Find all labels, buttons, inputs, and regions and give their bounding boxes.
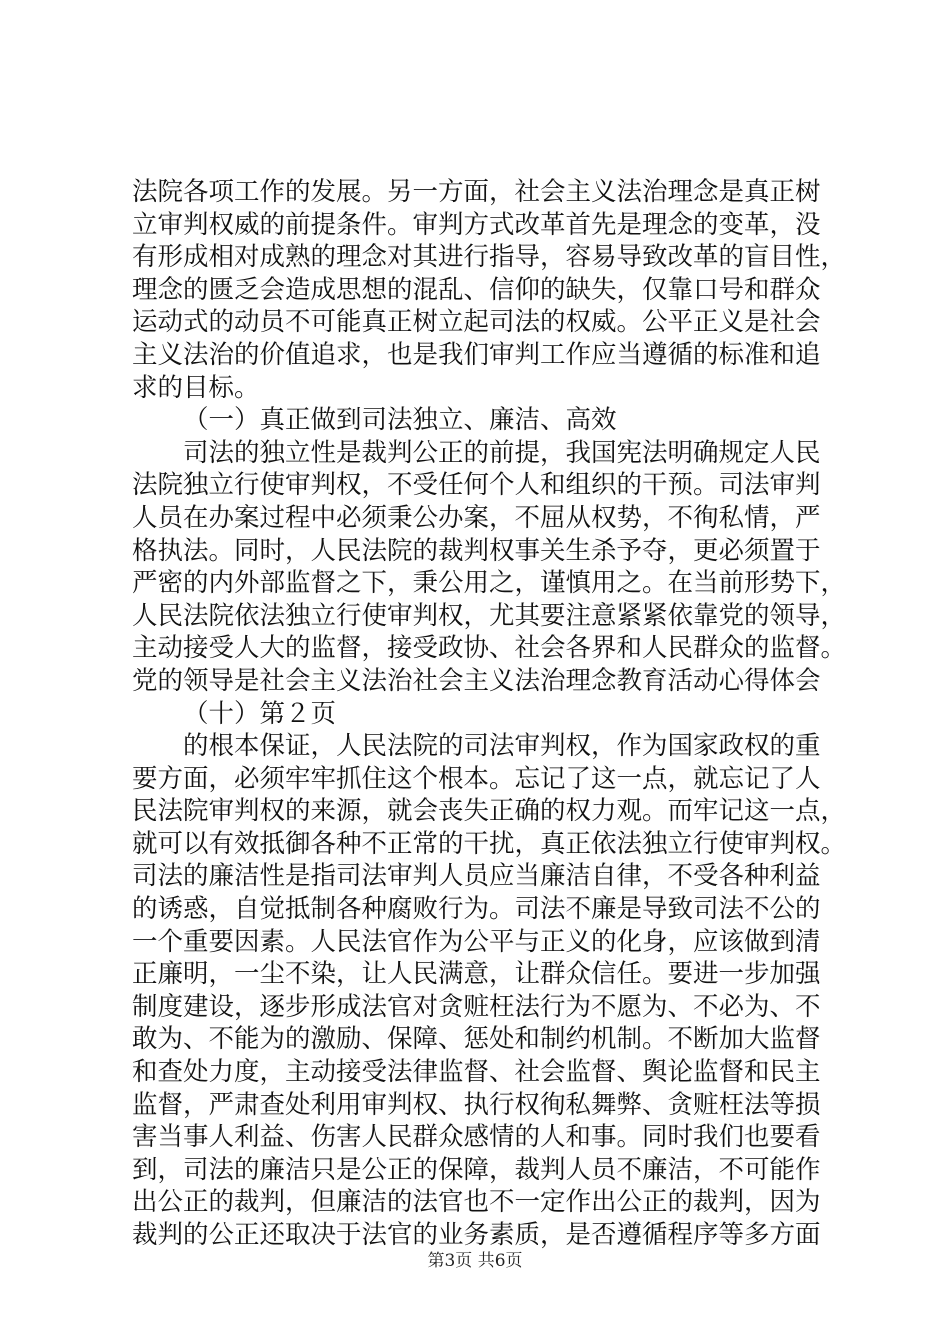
page-number-label: 第3页 共6页 [427,1251,523,1271]
section-heading: （一）真正做到司法独立、廉洁、高效 [183,405,617,436]
text-line: 立审判权威的前提条件。审判方式改革首先是理念的变革，没 [132,209,821,240]
text-line: 理念的匮乏会造成思想的混乱、信仰的缺失，仅靠口号和群众 [132,274,821,305]
text-line: 正廉明，一尘不染，让人民满意，让群众信任。要进一步加强 [132,959,821,990]
text-line: 有形成相对成熟的理念对其进行指导，容易导致改革的盲目性， [132,242,847,273]
text-line: 敢为、不能为的激励、保障、惩处和制约机制。不断加大监督 [132,1024,821,1055]
inline-page-marker: （十）第２页 [183,698,337,729]
text-line: 主动接受人大的监督，接受政协、社会各界和人民群众的监督。 [132,633,847,664]
text-line: 司法的独立性是裁判公正的前提，我国宪法明确规定人民 [183,437,821,468]
text-line: 司法的廉洁性是指司法审判人员应当廉洁自律，不受各种利益 [132,861,821,892]
text-line: 和查处力度，主动接受法律监督、社会监督、舆论监督和民主 [132,1057,821,1088]
text-line: 出公正的裁判，但廉洁的法官也不一定作出公正的裁判，因为 [132,1187,821,1218]
text-line: 人员在办案过程中必须秉公办案，不屈从权势，不徇私情，严 [132,502,821,533]
text-line: 到，司法的廉洁只是公正的保障，裁判人员不廉洁，不可能作 [132,1154,821,1185]
text-line: 求的目标。 [132,372,260,403]
text-line: 的诱惑，自觉抵制各种腐败行为。司法不廉是导致司法不公的 [132,894,821,925]
text-line: 制度建设，逐步形成法官对贪赃枉法行为不愿为、不必为、不 [132,991,821,1022]
text-line: 一个重要因素。人民法官作为公平与正义的化身，应该做到清 [132,926,821,957]
text-line: 要方面，必须牢牢抓住这个根本。忘记了这一点，就忘记了人 [132,763,821,794]
text-line: 格执法。同时，人民法院的裁判权事关生杀予夺，更必须置于 [132,535,821,566]
text-line: 法院独立行使审判权，不受任何个人和组织的干预。司法审判 [132,470,821,501]
text-line: 党的领导是社会主义法治社会主义法治理念教育活动心得体会 [132,665,821,696]
page-footer [0,1246,950,1271]
text-line: 主义法治的价值追求，也是我们审判工作应当遵循的标准和追 [132,339,821,370]
text-line: 就可以有效抵御各种不正常的干扰，真正依法独立行使审判权。 [132,828,847,859]
document-body [132,176,847,1252]
text-line: 法院各项工作的发展。另一方面，社会主义法治理念是真正树 [132,177,821,207]
text-line: 监督，严肃查处利用审判权、执行权徇私舞弊、贪赃枉法等损 [132,1089,821,1120]
text-line: 的根本保证，人民法院的司法审判权，作为国家政权的重 [183,731,821,762]
text-line: 运动式的动员不可能真正树立起司法的权威。公平正义是社会 [132,307,821,338]
text-line: 害当事人利益、伤害人民群众感情的人和事。同时我们也要看 [132,1122,821,1153]
text-line: 人民法院依法独立行使审判权，尤其要注意紧紧依靠党的领导， [132,600,847,631]
text-line: 严密的内外部监督之下，秉公用之，谨慎用之。在当前形势下， [132,568,847,599]
text-line: 裁判的公正还取决于法官的业务素质，是否遵循程序等多方面 [132,1220,821,1250]
text-line: 民法院审判权的来源，就会丧失正确的权力观。而牢记这一点， [132,796,847,827]
